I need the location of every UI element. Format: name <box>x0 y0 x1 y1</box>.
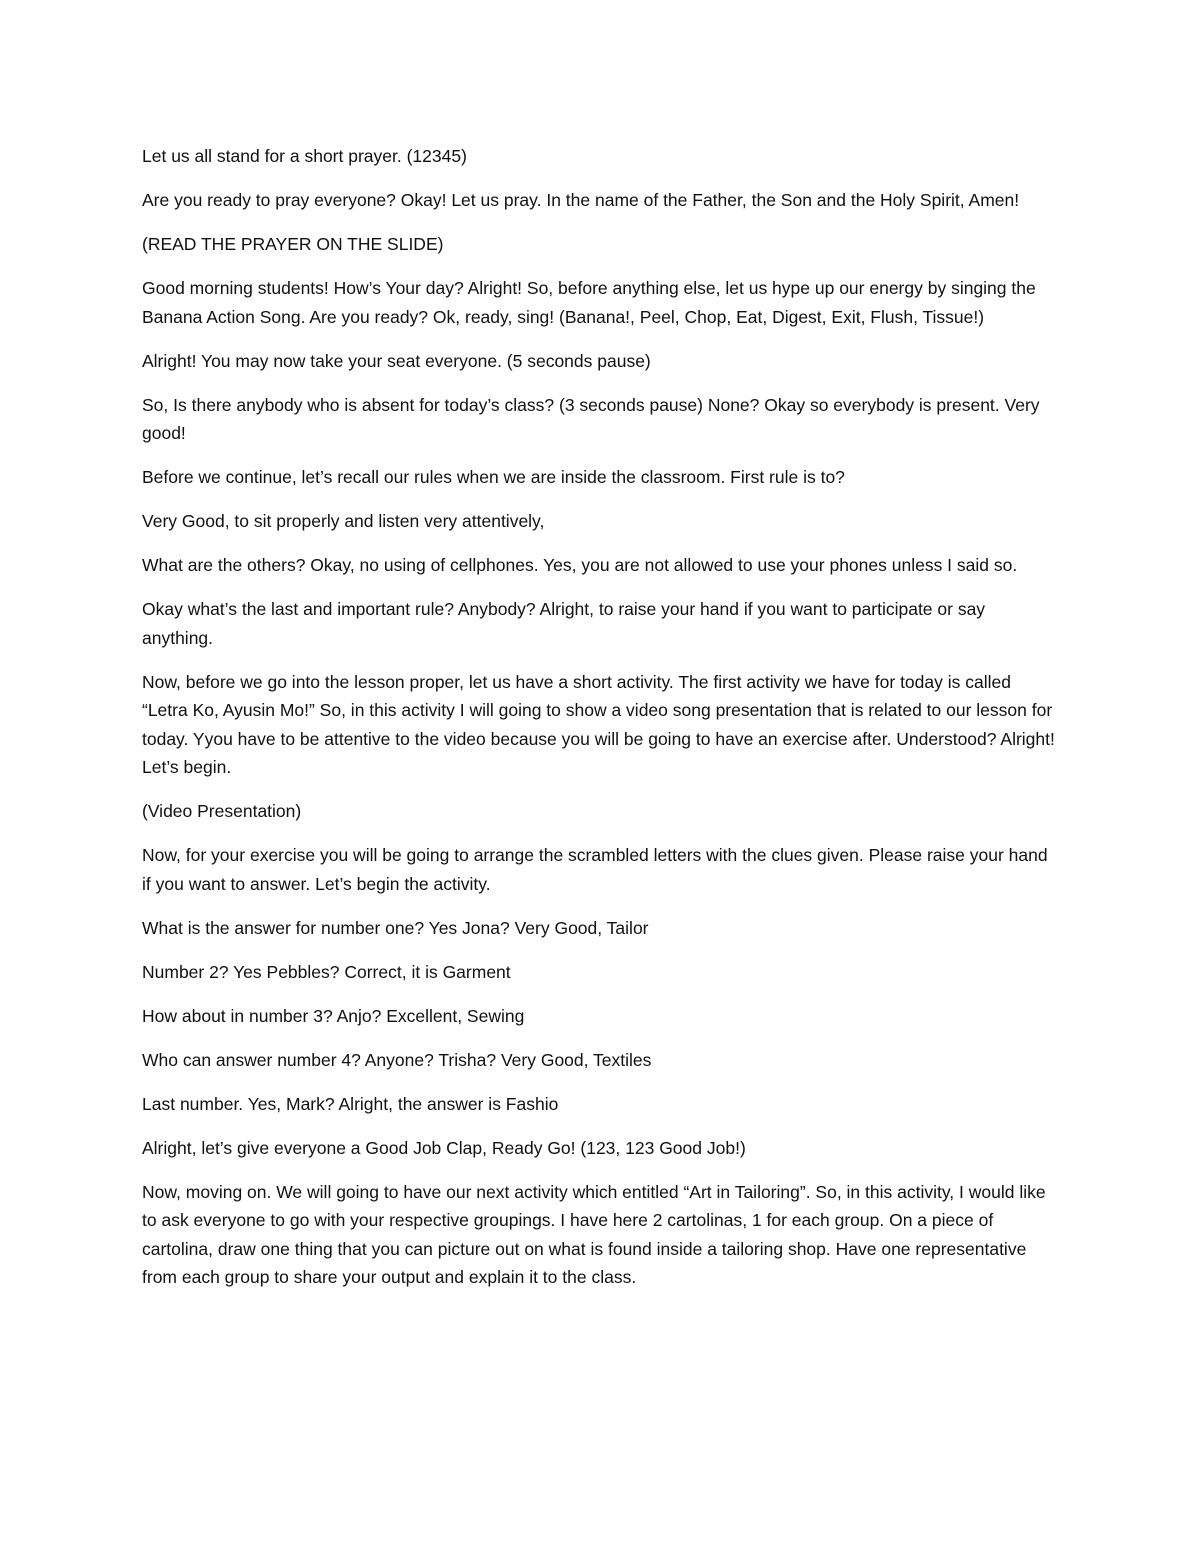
paragraph-activity-intro: Now, before we go into the lesson proper, let us have a short activity. The first activity we have for today is called “Letra Ko, Ayusin Mo!” So, in this activity I will going to show a video song presentation that is related to our lesson for today. Yyou have to be attentive to the video because you will be going to have an exercise after. Understood? Alright! Let’s begin. <box>142 671 1055 777</box>
paragraph-take-seat: Alright! You may now take your seat everyone. (5 seconds pause) <box>142 350 651 371</box>
paragraph-rule-three: Okay what’s the last and important rule? Anybody? Alright, to raise your hand if you want to participate or say anything. <box>142 599 986 648</box>
paragraph-exercise: Now, for your exercise you will be going to arrange the scrambled letters with the clues given. Please raise your hand if you want to answer. Let’s begin the activity. <box>142 845 1048 894</box>
paragraph-answer-two: Number 2? Yes Pebbles? Correct, it is Garment <box>142 961 511 982</box>
paragraph-rule-one: Very Good, to sit properly and listen very attentively, <box>142 511 545 531</box>
paragraph-attendance: So, Is there anybody who is absent for today’s class? (3 seconds pause) None? Okay so everybody is present. Very good! <box>142 394 1040 443</box>
paragraph-video: (Video Presentation) <box>142 801 302 821</box>
paragraph-rules-intro: Before we continue, let’s recall our rules when we are inside the classroom. First rule is to? <box>142 467 845 487</box>
paragraph-greeting: Good morning students! How’s Your day? Alright! So, before anything else, let us hype up our energy by singing the Banana Action Song. Are you ready? Ok, ready, sing! (Banana!, Peel, Chop, Eat, Digest, Exit, Flush, Tissue!) <box>142 278 1036 327</box>
paragraph-answer-four: Who can answer number 4? Anyone? Trisha? Very Good, Textiles <box>142 1049 652 1070</box>
paragraph-prayer-intro: Let us all stand for a short prayer. (12345) <box>142 146 467 166</box>
paragraph-answer-one: What is the answer for number one? Yes Jona? Very Good, Tailor <box>142 917 649 938</box>
document-body <box>142 142 1057 1307</box>
paragraph-answer-five: Last number. Yes, Mark? Alright, the answer is Fashio <box>142 1093 559 1114</box>
paragraph-read-prayer: (READ THE PRAYER ON THE SLIDE) <box>142 234 444 254</box>
paragraph-prayer: Are you ready to pray everyone? Okay! Let us pray. In the name of the Father, the Son and the Holy Spirit, Amen! <box>142 190 1020 210</box>
paragraph-answer-three: How about in number 3? Anjo? Excellent, Sewing <box>142 1005 525 1026</box>
paragraph-clap: Alright, let’s give everyone a Good Job Clap, Ready Go! (123, 123 Good Job!) <box>142 1137 746 1158</box>
paragraph-rule-two: What are the others? Okay, no using of cellphones. Yes, you are not allowed to use your phones unless I said so. <box>142 555 1018 575</box>
paragraph-next-activity: Now, moving on. We will going to have our next activity which entitled “Art in Tailoring”. So, in this activity, I would like to ask everyone to go with your respective groupings. I have here 2 cartolinas, 1 for each group. On a piece of cartolina, draw one thing that you can picture out on what is found inside a tailoring shop. Have one representative from each group to share your output and explain it to the class. <box>142 1181 1046 1287</box>
